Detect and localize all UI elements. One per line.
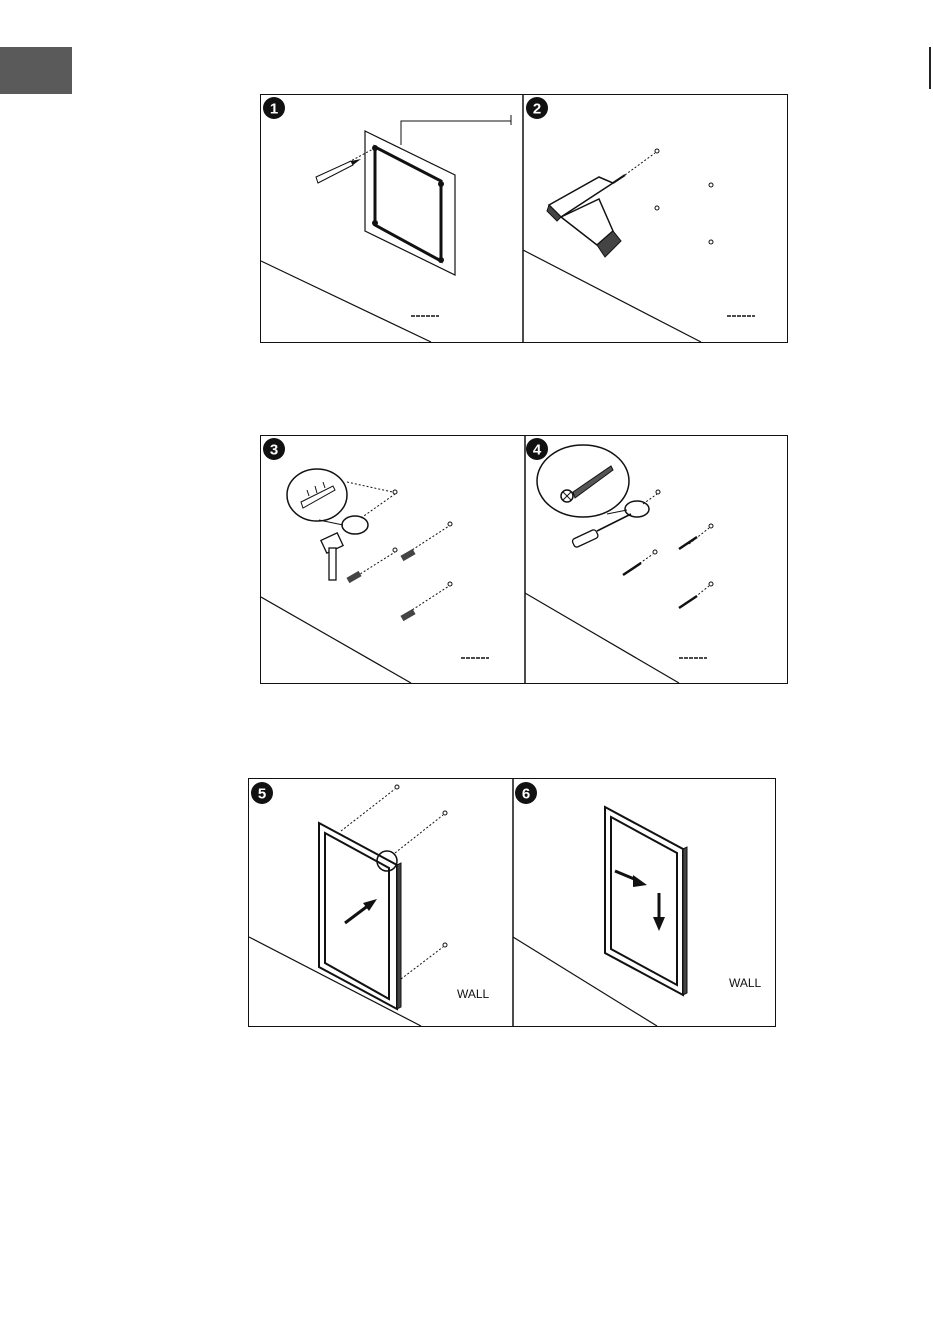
step-4-number: 4 — [532, 441, 542, 459]
row-3-drawing — [249, 779, 775, 1026]
step-6-wall-label: WALL — [729, 976, 762, 990]
step-5-panel — [249, 782, 490, 1026]
step-5-number: 5 — [257, 785, 267, 803]
row-2-drawing — [261, 436, 787, 683]
step-2-number: 2 — [532, 100, 542, 118]
instruction-row-3 — [248, 778, 776, 1027]
pencil-marking-icon — [316, 159, 361, 183]
step-6-number: 6 — [521, 785, 531, 803]
drill-icon — [547, 175, 625, 257]
step-2-panel — [523, 97, 755, 342]
step-3-number: 3 — [269, 441, 279, 459]
step-4-panel — [525, 438, 713, 683]
instruction-row-2 — [260, 435, 788, 684]
page-edge-mark — [929, 47, 931, 89]
screwdriver-screw-icon — [572, 514, 631, 548]
language-tab — [0, 47, 72, 94]
step-5-wall-label: WALL — [457, 987, 490, 1001]
step-1-number: 1 — [269, 100, 279, 118]
hammer-plug-icon — [321, 533, 343, 580]
screw-detail-icon — [561, 466, 613, 502]
wall-plug-detail-icon — [301, 482, 335, 508]
instruction-row-1 — [260, 94, 788, 343]
row-1-drawing — [261, 95, 787, 342]
step-6-panel — [513, 782, 762, 1026]
step-1-panel — [261, 97, 511, 342]
slide-down-frame-icon — [605, 807, 687, 995]
step-3-panel — [261, 438, 489, 683]
